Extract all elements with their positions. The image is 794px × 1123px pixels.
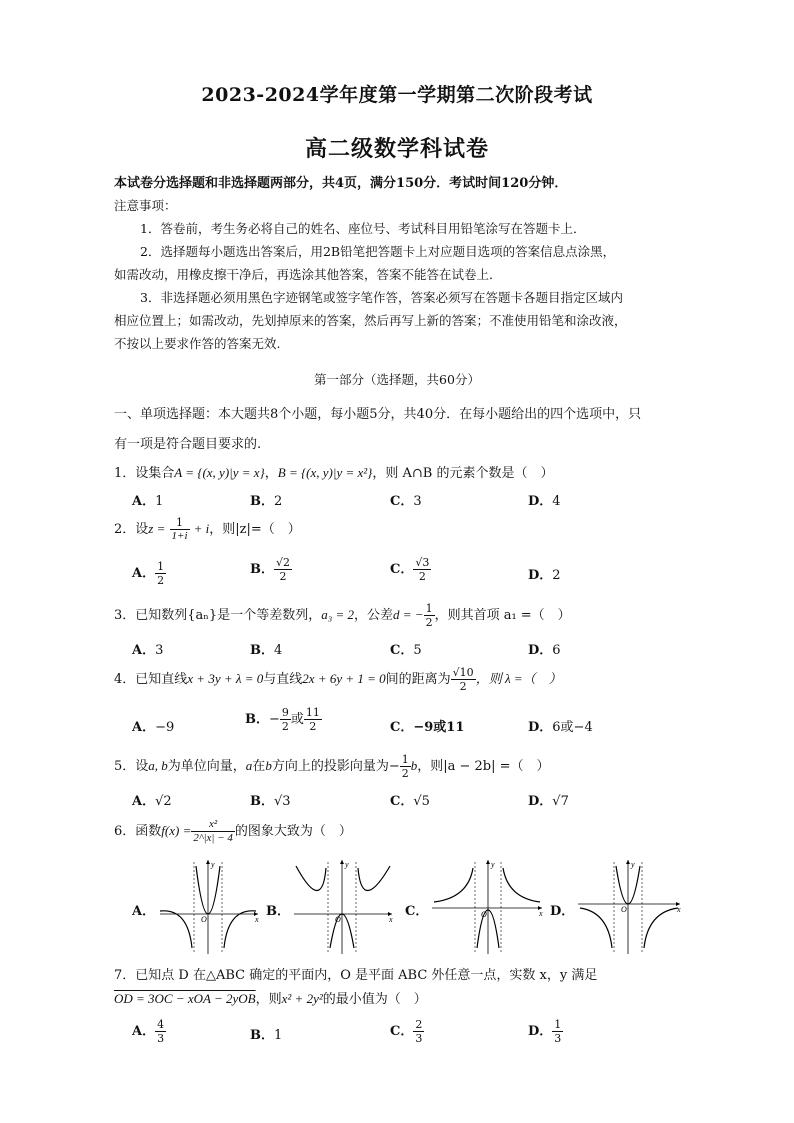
q2-option-d[interactable]: D．2 — [528, 568, 561, 583]
q6-option-b[interactable]: B． — [266, 904, 290, 919]
q6-b-y-label: y — [345, 860, 349, 869]
q5-option-d[interactable]: D．√7 — [528, 794, 569, 809]
q3-option-b[interactable]: B．4 — [250, 643, 283, 658]
q6-b-x-label: x — [389, 915, 393, 924]
question-2: 2．设z = $\frac{1}{1+i}$ + i，则|z|=（ ） — [114, 516, 301, 542]
q1-option-d[interactable]: D．4 — [528, 494, 561, 509]
q6-c-origin: O — [481, 910, 487, 919]
q7-option-d[interactable]: D． $\frac{1}{3}$ — [528, 1018, 562, 1045]
q1-set-b: B = {(x, y)|y = x²} — [277, 465, 373, 480]
section-instructions-b: 有一项是符合题目要求的. — [114, 437, 262, 452]
q5-option-b[interactable]: B．√3 — [250, 794, 291, 809]
q7-option-b[interactable]: B．1 — [250, 1028, 283, 1043]
q2-fraction: $\frac{1}{1+i}$ — [171, 516, 188, 542]
q2-option-a[interactable]: A． $\frac{1}{2}$ — [132, 560, 165, 587]
notice-3b: 相应位置上；如需改动，先划掉原来的答案，然后再写上新的答案；不准使用铅笔和涂改液， — [114, 313, 627, 328]
part1-heading: 第一部分（选择题，共60分） — [314, 372, 480, 387]
question-7-line1: 7．已知点 D 在△ABC 确定的平面内，O 是平面 ABC 外任意一点，实数 x，y 满足 — [114, 968, 598, 983]
q4-option-c[interactable]: C．−9或11 — [390, 720, 465, 735]
notice-1: 1．答卷前，考生务必将自己的姓名、座位号、考试科目用铅笔涂写在答题卡上． — [140, 221, 586, 236]
q6-graph-d — [576, 858, 684, 956]
q6-a-origin: O — [201, 915, 207, 924]
q6-graph-a — [158, 858, 262, 956]
q4-option-a[interactable]: A．−9 — [132, 720, 175, 735]
q4-option-d[interactable]: D．6或−4 — [528, 720, 593, 735]
q6-graph-b — [292, 858, 396, 956]
q6-b-origin: O — [335, 915, 341, 924]
q6-graph-c — [430, 858, 546, 956]
exam-summary: 本试卷分选择题和非选择题两部分，共4页，满分150分．考试时间120分钟． — [114, 176, 568, 191]
q1-sep: ， — [264, 466, 278, 481]
q2-option-b[interactable]: B． $\frac{√2}{2}$ — [250, 556, 291, 583]
question-6: 6．函数f(x) = $\frac{\text{x²}}{2\^{}|x| - 4}$ 的图象大致为（ ） — [114, 818, 352, 844]
q3-option-d[interactable]: D．6 — [528, 643, 561, 658]
question-5: 5．设a, b为单位向量，a在b方向上的投影向量为− $\frac{1}{2}$ b，则|a − 2b| =（ ） — [114, 753, 550, 780]
q1-num: 1．设集合 — [114, 466, 175, 481]
q1-option-b[interactable]: B．2 — [250, 494, 283, 509]
q6-d-x-label: x — [677, 905, 681, 914]
q7-option-c[interactable]: C． $\frac{2}{3}$ — [390, 1018, 423, 1045]
q6-option-d[interactable]: D． — [550, 904, 575, 919]
q5-option-c[interactable]: C．√5 — [390, 794, 430, 809]
notice-title: 注意事项： — [114, 198, 177, 213]
q5-option-a[interactable]: A．√2 — [132, 794, 172, 809]
exam-title: 2023-2024学年度第一学期第二次阶段考试 — [201, 84, 593, 106]
q6-c-y-label: y — [491, 860, 495, 869]
q7-option-a[interactable]: A． $\frac{4}{3}$ — [132, 1018, 165, 1045]
subject-title: 高二级数学科试卷 — [304, 136, 489, 162]
q1-set-a: A = {(x, y)|y = x} — [174, 465, 265, 480]
question-3: 3．已知数列{aₙ}是一个等差数列，a₃ = 2，公差d = − $\frac{1}{2}$ ，则其首项 a₁ =（ ） — [114, 602, 571, 629]
question-7-line2: OD = 3OC − xOA − 2yOB，则x² + 2y²的最小值为（ ） — [114, 991, 427, 1007]
notice-3a: 3．非选择题必须用黑色字迹钢笔或签字笔作答，答案必须写在答题卡各题目指定区域内 — [140, 290, 623, 305]
q6-option-c[interactable]: C． — [405, 904, 429, 919]
q6-c-x-label: x — [539, 909, 543, 918]
q6-a-y-label: y — [211, 860, 215, 869]
q6-d-y-label: y — [631, 860, 635, 869]
q2-option-c[interactable]: C． $\frac{√3}{2}$ — [390, 556, 430, 583]
notice-2a: 2．选择题每小题选出答案后，用2B铅笔把答题卡上对应题目选项的答案信息点涂黑， — [140, 244, 616, 259]
q6-a-x-label: x — [255, 915, 259, 924]
q1-option-a[interactable]: A．1 — [132, 494, 164, 509]
q4-option-b[interactable]: B．− $\frac{9}{2}$ 或 $\frac{11}{2}$ — [245, 706, 320, 733]
notice-2b: 如需改动，用橡皮擦干净后，再选涂其他答案，答案不能答在试卷上． — [114, 267, 502, 282]
q3-option-a[interactable]: A．3 — [132, 643, 164, 658]
question-1 — [114, 462, 553, 481]
q1-tail: ，则 A∩B 的元素个数是（ ） — [372, 466, 554, 481]
notice-3c: 不按以上要求作答的答案无效. — [114, 336, 281, 351]
q6-d-origin: O — [621, 905, 627, 914]
q1-option-c[interactable]: C．3 — [390, 494, 422, 509]
q7-vector-equation: OD = 3OC − xOA − 2yOB — [114, 991, 256, 1006]
section-instructions-a: 一、单项选择题：本大题共8个小题，每小题5分，共40分．在每小题给出的四个选项中，只 — [114, 407, 642, 422]
q6-option-a[interactable]: A． — [132, 904, 156, 919]
question-4: 4．已知直线x + 3y + λ = 0与直线2x + 6y + 1 = 0间的距离为 $\frac{√10}{2}$ ，则 λ =（ ） — [114, 666, 562, 693]
q3-option-c[interactable]: C．5 — [390, 643, 422, 658]
